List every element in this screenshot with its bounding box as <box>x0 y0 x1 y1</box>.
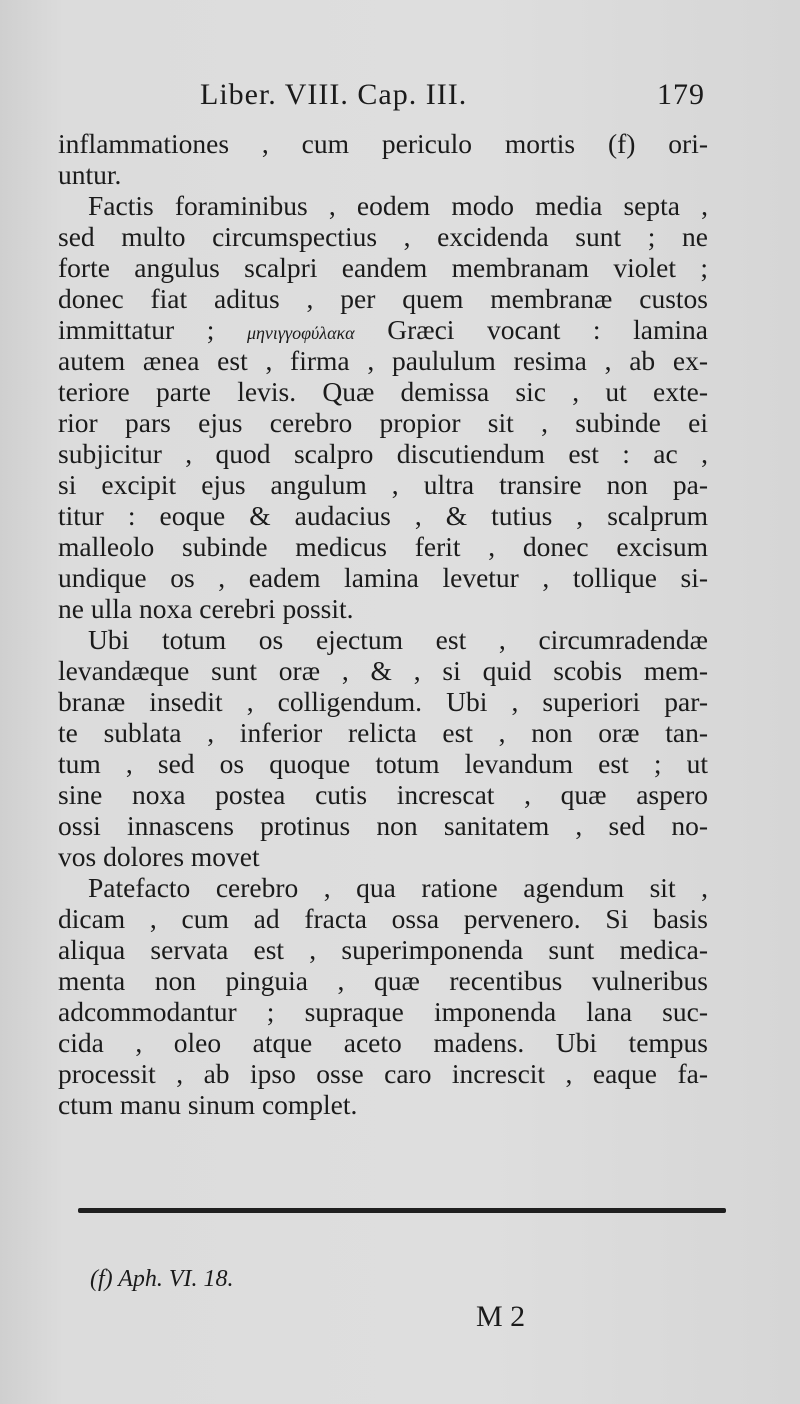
text-line: ne ulla noxa cerebri possit. <box>58 593 354 624</box>
text-line: tum , sed os quoque totum levandum est ; ut <box>58 748 708 779</box>
body-text <box>58 128 708 1120</box>
line-part: immittatur ; μηνιγγοφύλακα Græci vocant : lamina <box>58 314 708 345</box>
text-line: undique os , eadem lamina levetur , tollique si- <box>58 562 708 593</box>
text-line: Factis foraminibus , eodem modo media septa , <box>88 190 708 221</box>
text-line: cida , oleo atque aceto madens. Ubi tempus <box>58 1027 708 1058</box>
text-line-with-greek <box>58 314 708 345</box>
text-line: levandæque sunt oræ , & , si quid scobis mem- <box>58 655 708 686</box>
text-line: autem ænea est , firma , paululum resima , ab ex- <box>58 345 708 376</box>
signature-mark: M 2 <box>476 1300 526 1333</box>
text-line: teriore parte levis. Quæ demissa sic , ut exte- <box>58 376 708 407</box>
text-line: malleolo subinde medicus ferit , donec excisum <box>58 531 708 562</box>
text-line: Patefacto cerebro , qua ratione agendum sit , <box>88 872 708 903</box>
page-header <box>200 78 705 118</box>
text-line: te sublata , inferior relicta est , non oræ tan- <box>58 717 708 748</box>
text-line: branæ insedit , colligendum. Ubi , superiori par- <box>58 686 708 717</box>
text-line: rior pars ejus cerebro propior sit , subinde ei <box>58 407 708 438</box>
text-line: menta non pinguia , quæ recentibus vulneribus <box>58 965 708 996</box>
text-line: forte angulus scalpri eandem membranam violet ; <box>58 252 708 283</box>
running-head: Liber. VIII. Cap. III. <box>200 78 468 111</box>
text-line: subjicitur , quod scalpro discutiendum est : ac , <box>58 438 708 469</box>
greek-term: μηνιγγοφύλακα <box>246 323 355 343</box>
text-line: inflammationes , cum periculo mortis (f) ori- <box>58 128 708 159</box>
text-line: vos dolores movet <box>58 841 260 872</box>
page-number: 179 <box>657 78 705 111</box>
text-line: ossi innascens protinus non sanitatem , sed no- <box>58 810 708 841</box>
text-line: processit , ab ipso osse caro increscit , eaque fa- <box>58 1058 708 1089</box>
text-line: untur. <box>58 159 122 190</box>
text-line: adcommodantur ; supraque imponenda lana suc- <box>58 996 708 1027</box>
text-line: sed multo circumspectius , excidenda sunt ; ne <box>58 221 708 252</box>
text-line: donec fiat aditus , per quem membranæ custos <box>58 283 708 314</box>
text-line: titur : eoque & audacius , & tutius , scalprum <box>58 500 708 531</box>
footnote: (f) Aph. VI. 18. <box>90 1266 234 1292</box>
text-line: ctum manu sinum complet. <box>58 1089 358 1120</box>
text-line: sine noxa postea cutis increscat , quæ aspero <box>58 779 708 810</box>
text-line: Ubi totum os ejectum est , circumradendæ <box>88 624 708 655</box>
text-line: aliqua servata est , superimponenda sunt medica- <box>58 934 708 965</box>
footnote-divider <box>78 1208 726 1213</box>
text-line: si excipit ejus angulum , ultra transire non pa- <box>58 469 708 500</box>
text-line: dicam , cum ad fracta ossa pervenero. Si basis <box>58 903 708 934</box>
